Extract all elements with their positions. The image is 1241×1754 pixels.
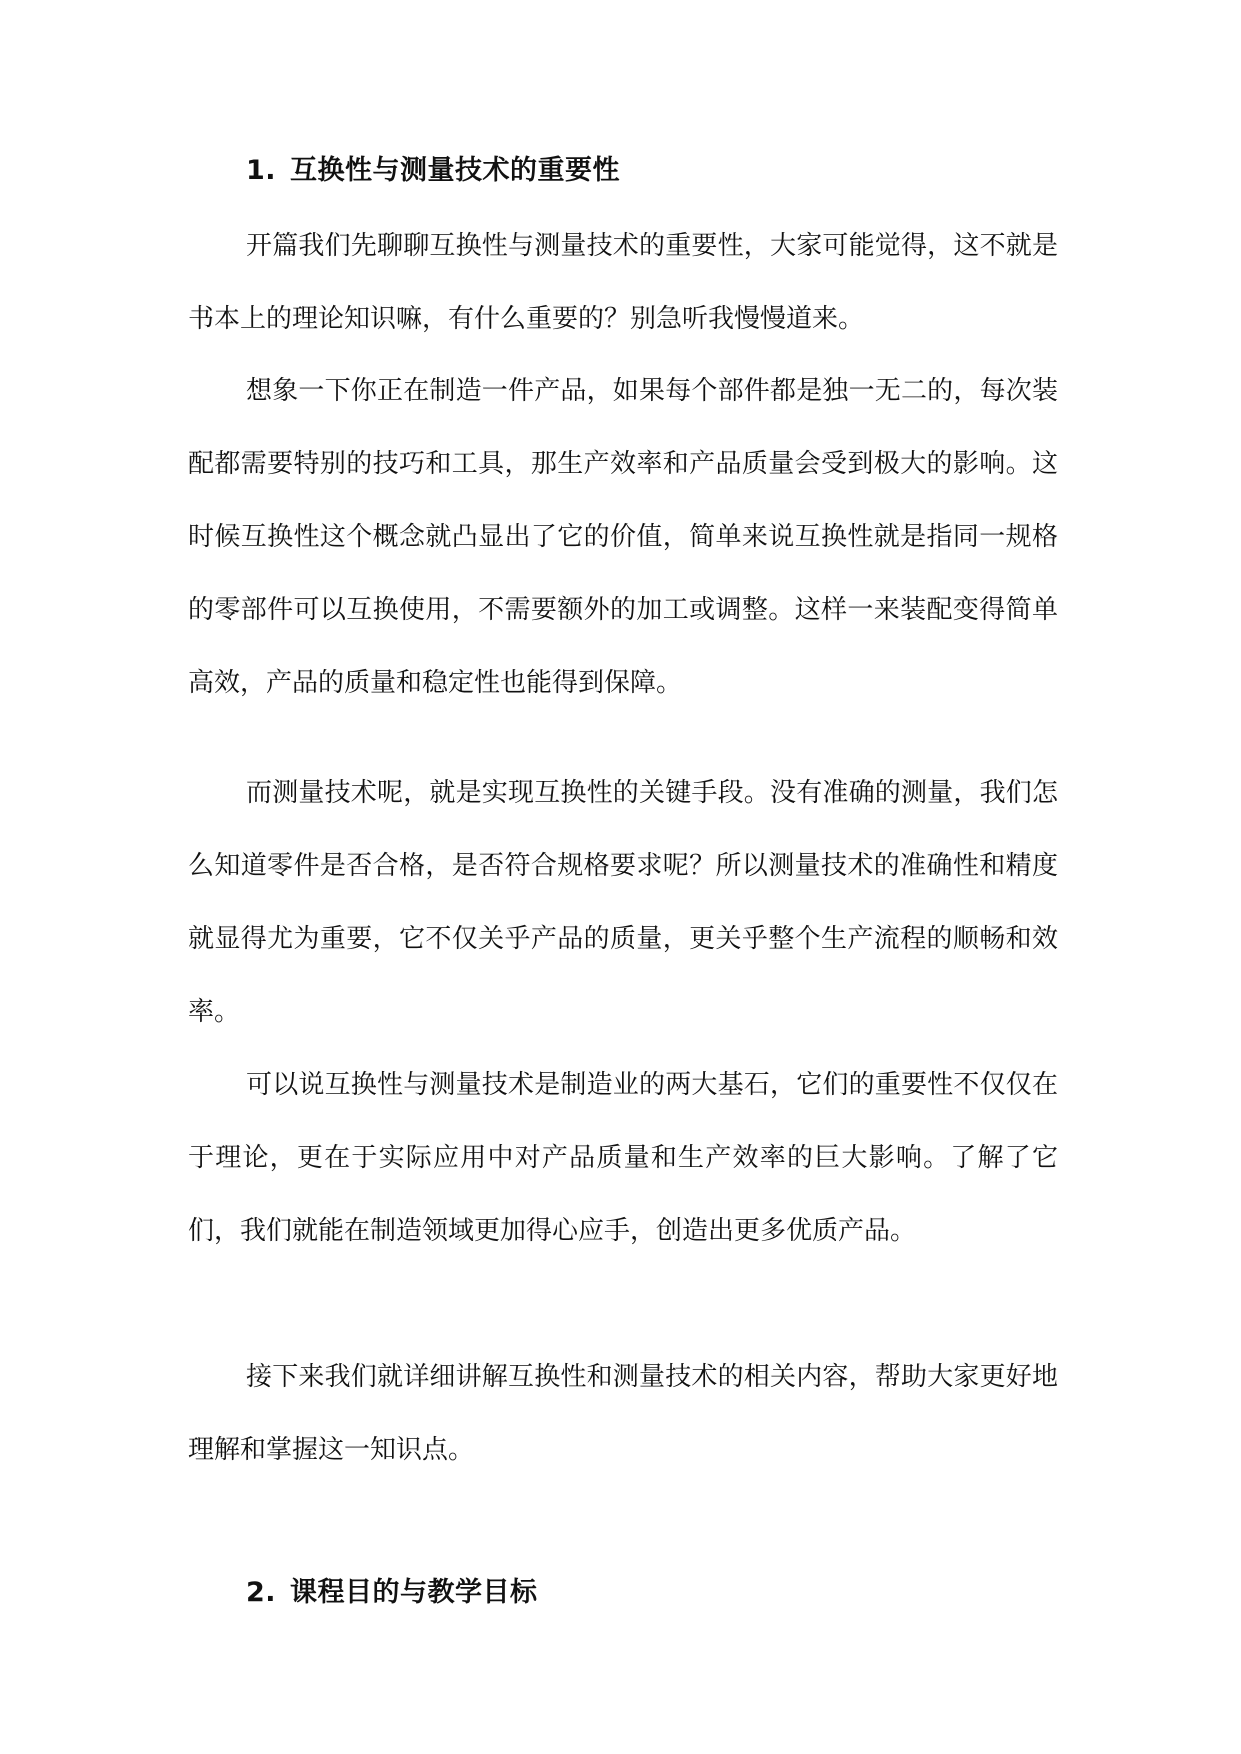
section-heading-1 — [246, 151, 620, 191]
section-title: 互换性与测量技术的重要性 — [290, 155, 621, 186]
section-heading-2 — [246, 1573, 538, 1613]
paragraph: 接下来我们就详细讲解互换性和测量技术的相关内容，帮助大家更好地理解和掌握这一知识点。 — [188, 1362, 1058, 1465]
paragraph: 可以说互换性与测量技术是制造业的两大基石，它们的重要性不仅仅在于理论，更在于实际应用中对产品质量和生产效率的巨大影响。了解了它们，我们就能在制造领域更加得心应手，创造出更多优质产品。 — [188, 1070, 1058, 1246]
section-number: 1. — [246, 155, 277, 186]
paragraph: 而测量技术呢，就是实现互换性的关键手段。没有准确的测量，我们怎么知道零件是否合格，是否符合规格要求呢？所以测量技术的准确性和精度就显得尤为重要，它不仅关乎产品的质量，更关乎整个生产流程的顺畅和效率。 — [188, 778, 1058, 1027]
paragraph: 想象一下你正在制造一件产品，如果每个部件都是独一无二的，每次装配都需要特别的技巧和工具，那生产效率和产品质量会受到极大的影响。这时候互换性这个概念就凸显出了它的价值，简单来说互换性就是指同一规格的零部件可以互换使用，不需要额外的加工或调整。这样一来装配变得简单高效，产品的质量和稳定性也能得到保障。 — [188, 376, 1058, 698]
section-number: 2. — [246, 1577, 277, 1608]
section-title: 课程目的与教学目标 — [290, 1577, 538, 1608]
paragraph: 开篇我们先聊聊互换性与测量技术的重要性，大家可能觉得，这不就是书本上的理论知识嘛，有什么重要的？别急听我慢慢道来。 — [188, 231, 1058, 334]
